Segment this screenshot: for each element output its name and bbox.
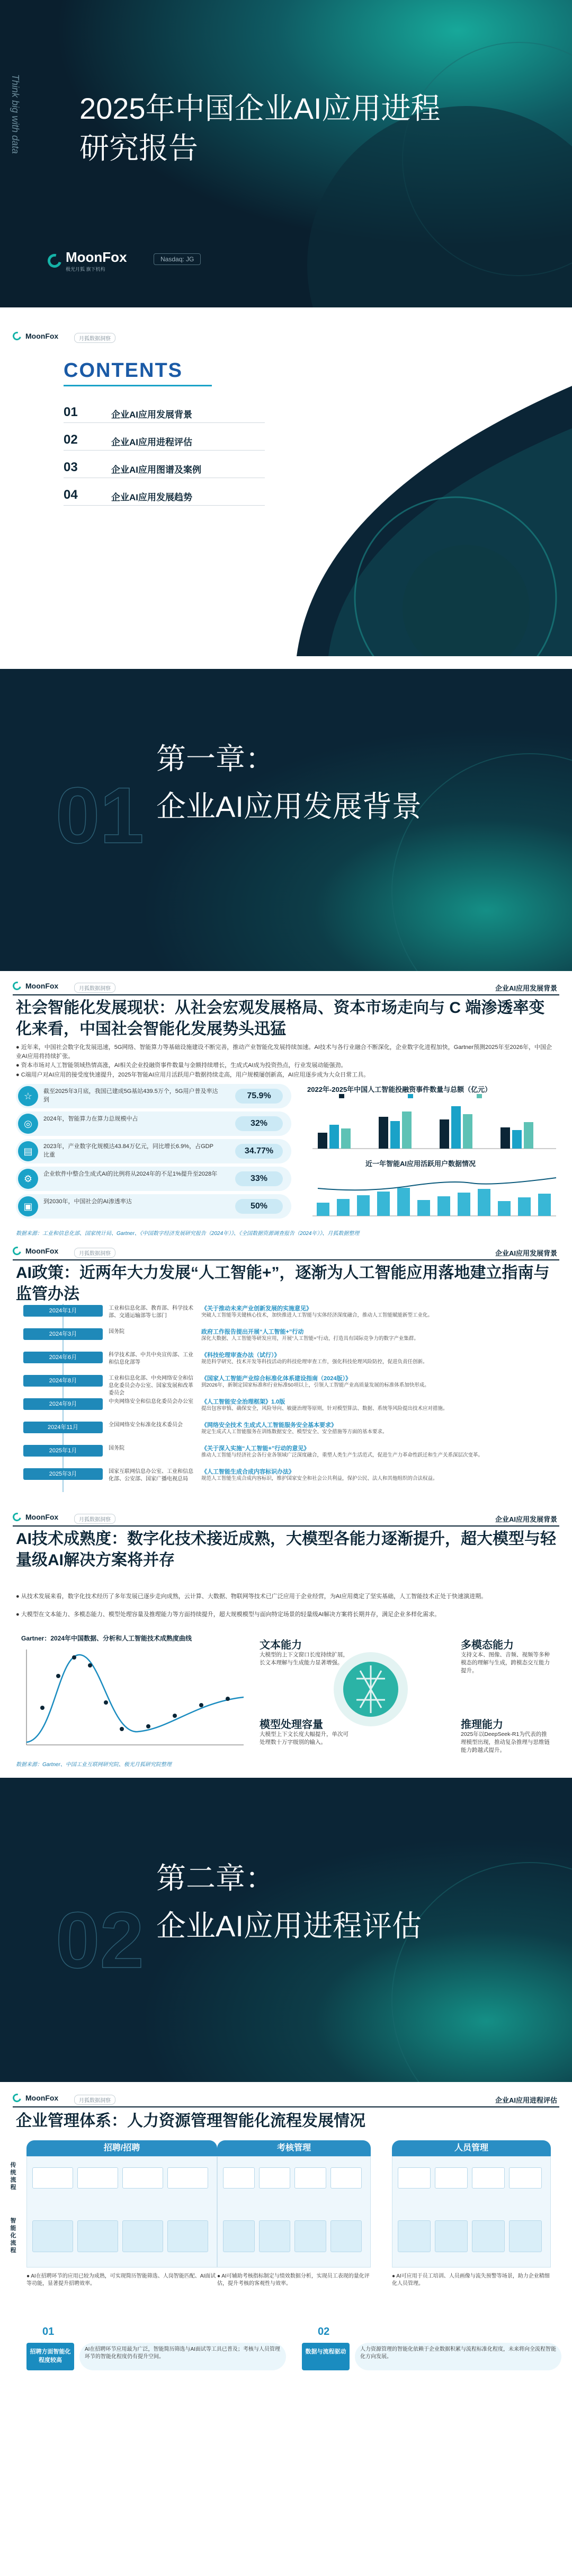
s4-bullet-2: ● 资本市场对人工智能领域热情高涨，AI相关企业投融资事件数量与金额持续增长，生成式AI成为投资热点，行业发展动能强劲。 [16, 1062, 347, 1069]
flow-box [122, 2220, 163, 2252]
hype-dot [199, 1703, 203, 1707]
stat-icon: ◎ [18, 1114, 38, 1134]
capability-desc: 大模型上下文长度大幅提升，单次可处理数十万字级别的输入。 [260, 1731, 348, 1745]
policy-desc: 到2026年，新制定国家标准和行业标准50项以上，引领人工智能产业高质量发展的标准体系加快形成。 [201, 1382, 430, 1388]
timeline-date: 2025年1月 [23, 1445, 103, 1457]
row-tag-smart: 智能化流程 [10, 2218, 16, 2254]
s6-rule [13, 1525, 559, 1527]
timeline-date: 2024年8月 [23, 1375, 103, 1387]
flow-box [435, 2220, 468, 2252]
s8-logo [13, 2094, 58, 2102]
hr-slide [0, 2087, 572, 2576]
hype-dot [226, 1697, 230, 1701]
chart2-bar [397, 1188, 410, 1216]
s5-pill: 月狐数据洞察 [74, 1248, 115, 1258]
capability-desc: 支持文本、图像、音频、视频等多种模态的理解与生成，跨模态交互能力提升。 [461, 1652, 550, 1674]
flow-box [472, 2167, 505, 2189]
summary-tag: 招聘方面智能化程度较高 [26, 2343, 74, 2370]
chart2-bar [498, 1201, 511, 1216]
stat-percent: 32% [235, 1116, 283, 1131]
hr-column-body [26, 2156, 217, 2268]
s4-logo [13, 982, 58, 990]
toc-item[interactable] [64, 484, 265, 506]
logo-name: MoonFox [25, 2094, 59, 2102]
timeline-issuer: 工业和信息化部、教育部、科学技术部、交通运输部等七部门 [109, 1305, 193, 1319]
capability-name: 文本能力 [260, 1639, 302, 1651]
logo-name: MoonFox [25, 1247, 59, 1255]
capability-name: 推理能力 [461, 1719, 503, 1731]
flow-box [32, 2167, 73, 2189]
toc-item[interactable] [64, 457, 265, 478]
s4-bullet-1: ● 近年来，中国社会数字化发展迅速，5G网络、智能算力等基础设施建设不断完善，推动产业智能化发展持续加速。AI技术与各行业融合不断深化，企业数字化进程加快，Gartner预测2025年至2026年，中国企业AI应用将持续扩张。 [16, 1044, 552, 1060]
policy-desc: 规范科学研究、技术开发等科技活动的科技伦理审查工作，强化科技伦理风险防控，促进负责任创新。 [201, 1359, 428, 1365]
chart1-bar [329, 1125, 339, 1149]
chart2-bar [518, 1197, 531, 1216]
chart1-bar [402, 1111, 412, 1149]
chapter1-slide [0, 669, 572, 971]
timeline-issuer: 国务院 [109, 1445, 124, 1451]
chapter1-number: 01 [56, 771, 144, 860]
chapter2-number: 02 [56, 1895, 144, 1984]
hype-dot [173, 1714, 177, 1718]
flow-box [509, 2220, 542, 2252]
s6-bullet-1: ● 从技术发展来看，数字化技术经历了多年发展已逐步走向成熟，云计算、大数据、物联网等技术已广泛应用于企业经营，为AI应用奠定了坚实基础，人工智能技术正处于快速演进期。 [16, 1593, 487, 1600]
stat-text: 2023年，产业数字化规模达43.84万亿元，同比增长6.9%，占GDP比重 [43, 1143, 213, 1158]
moonfox-logo-icon [11, 980, 23, 992]
s4-rule [13, 994, 559, 995]
hype-dots [40, 1655, 230, 1731]
chart2-bar [458, 1193, 470, 1216]
stat-text: 到2030年，中国社会的AI渗透率达 [43, 1198, 132, 1205]
capability-name: 模型处理容量 [260, 1719, 323, 1731]
hype-dot [56, 1674, 60, 1678]
timeline-issuer: 中央网络安全和信息化委员会办公室 [109, 1399, 193, 1405]
flow-box [472, 2220, 505, 2252]
stat-text: 企业软件中整合生成式AI的比例将从2024年的不足1%提升至2028年 [43, 1171, 218, 1177]
hr-column-header: 考核管理 [217, 2140, 371, 2156]
chapter1-line1: 第一章： [156, 742, 275, 775]
hype-dot [88, 1663, 92, 1668]
toc-item-number: 03 [64, 460, 78, 474]
hr-column-body [392, 2156, 551, 2268]
summary-text: 人力资源管理的智能化依赖于企业数据积累与流程标准化程度，未来将向全流程智能化方向发展。 [355, 2343, 561, 2370]
status-slide [0, 975, 572, 1240]
s4-chart2-title: 近一年智能AI应用活跃用户数据情况 [365, 1160, 476, 1168]
tech-slide [0, 1506, 572, 1771]
s4-title: 社会智能化发展现状：从社会宏观发展格局、资本市场走向与 C 端渗透率变化来看，中国社会智能化发展势头迅猛 [16, 999, 545, 1038]
flow-box [398, 2220, 431, 2252]
chart1-legend [339, 1094, 482, 1098]
capability-name: 多模态能力 [461, 1639, 514, 1651]
cover-logo-name: MoonFox [66, 249, 127, 265]
chart2-bar [538, 1194, 551, 1216]
stat-card [16, 1139, 291, 1163]
logo-name: MoonFox [25, 982, 59, 990]
stat-card [16, 1167, 291, 1191]
policy-name: 《国家人工智能产业综合标准化体系建设指南（2024版）》 [201, 1375, 351, 1382]
s4-section: 企业AI应用发展背景 [495, 984, 557, 992]
cover-vertical-text: Think big with data [10, 74, 21, 154]
policy-name: 政府工作报告提出开展“人工智能+”行动 [201, 1329, 304, 1335]
policy-desc: 推动人工智能与经济社会各行业各领域广泛深度融合，重塑人类生产生活范式，促进生产力革命性跃迁和生产关系深层次变革。 [201, 1452, 484, 1458]
chapter1-line2: 企业AI应用发展背景 [156, 790, 422, 823]
toc-item-label: 企业AI应用图谱及案例 [111, 465, 201, 475]
policy-desc: 规定生成式人工智能服务在训练数据安全、模型安全、安全措施等方面的基本要求。 [201, 1429, 388, 1435]
chart1-bar [440, 1119, 449, 1149]
moonfox-logo-icon [11, 330, 23, 342]
flow-box [167, 2220, 208, 2252]
chapter2-slide [0, 1778, 572, 2082]
stat-percent: 34.77% [235, 1144, 283, 1159]
timeline-date: 2025年3月 [23, 1468, 103, 1480]
hype-dot [104, 1700, 108, 1705]
s5-rule [13, 1259, 559, 1260]
moonfox-logo-icon [11, 1245, 23, 1257]
stat-card [16, 1084, 291, 1108]
toc-item-number: 02 [64, 433, 78, 447]
stat-text: 截至2025年3月底，我国已建成5G基站439.5万个，5G用户普及率达到 [43, 1088, 218, 1103]
cover-title-line1: 2025年中国企业AI应用进程 [79, 92, 441, 125]
s6-title: AI技术成熟度：数字化技术接近成熟，大模型各能力逐渐提升，超大模型与轻量级AI解决方案将并存 [16, 1530, 556, 1569]
chapter2-line2: 企业AI应用进程评估 [156, 1909, 422, 1943]
stat-percent: 75.9% [235, 1089, 283, 1104]
timeline-date: 2024年6月 [23, 1352, 103, 1363]
hype-dot [146, 1724, 150, 1728]
timeline-issuer: 科学技术部、中共中央宣传部、工业和信息化部等 [109, 1352, 193, 1365]
timeline-date: 2024年11月 [23, 1422, 103, 1433]
chart1-bar [512, 1130, 522, 1149]
chart2-bar [417, 1200, 430, 1216]
flow-box [509, 2167, 542, 2189]
flow-box [77, 2167, 118, 2189]
chart1-bar [341, 1128, 351, 1149]
hr-column-header: 人员管理 [392, 2140, 551, 2156]
chart1-bars [318, 1106, 533, 1149]
chart1-bar [379, 1117, 388, 1149]
policy-name: 《人工智能生成合成内容标识办法》 [201, 1469, 294, 1475]
chart2-bar [478, 1189, 490, 1216]
timeline-date: 2024年9月 [23, 1398, 103, 1410]
policy-desc: 突破人工智能等关键核心技术，加快推进人工智能与实体经济深度融合，推动人工智能赋能新型工业化。 [201, 1312, 433, 1318]
s8-title: 企业管理体系：人力资源管理智能化流程发展情况 [16, 2112, 365, 2130]
stat-icon: ▣ [18, 1196, 38, 1216]
chart2-bar [357, 1195, 370, 1216]
hype-dot [72, 1655, 76, 1660]
capability-desc: 2025年以DeepSeek-R1为代表的推理模型出现，推动复杂推理与思维链能力跨越式提升。 [461, 1731, 550, 1753]
stat-percent: 33% [235, 1171, 283, 1186]
summary-number: 02 [318, 2326, 330, 2337]
stat-text: 2024年，智能算力在算力总规模中占 [43, 1116, 138, 1122]
chart2-bar [437, 1196, 450, 1216]
chart2-line [318, 1178, 556, 1190]
flow-box [435, 2167, 468, 2189]
flow-box [122, 2167, 163, 2189]
flow-box [259, 2220, 291, 2252]
toc-logo [13, 332, 58, 340]
chart2-bars [317, 1188, 551, 1216]
policy-name: 《人工智能安全治理框架》1.0版 [201, 1399, 285, 1405]
s8-section: 企业AI应用进程评估 [495, 2096, 557, 2104]
row-tag-traditional: 传统流程 [10, 2162, 16, 2191]
policy-slide [0, 1240, 572, 1500]
flow-box [167, 2167, 208, 2189]
s8-rule [13, 2106, 559, 2107]
s4-pill: 月狐数据洞察 [74, 983, 115, 993]
s6-source: 数据来源：Gartner、中国工业互联网研究院、极光月狐研究院整理 [16, 1762, 172, 1768]
chart1-bar [451, 1106, 461, 1149]
cover-logo [48, 249, 127, 272]
summary-text: AI在招聘环节应用最为广泛，智能简历筛选与AI面试等工具已普及；考核与人员管理环节的智能化程度仍有提升空间。 [79, 2343, 286, 2370]
flow-box [330, 2167, 362, 2189]
chart1-bar [390, 1121, 400, 1149]
policy-name: 《网络安全技术 生成式人工智能服务安全基本要求》 [201, 1422, 337, 1428]
policy-desc: 提出包容审慎、确保安全，风险导向、敏捷治理等原则，针对模型算法、数据、系统等风险提出技术应对措施。 [201, 1406, 448, 1411]
toc-slide [0, 322, 572, 656]
s6-logo [13, 1513, 58, 1521]
timeline-issuer: 国务院 [109, 1329, 124, 1335]
chart1-bar [501, 1127, 510, 1149]
flow-box [294, 2167, 326, 2189]
summary-number: 01 [42, 2326, 55, 2337]
toc-pill: 月狐数据洞察 [74, 333, 115, 343]
moonfox-logo-icon [11, 2092, 23, 2104]
hype-title: Gartner：2024年中国数据、分析和人工智能技术成熟度曲线 [21, 1635, 192, 1642]
s4-chart1-title: 2022年-2025年中国人工智能投融资事件数量与总额（亿元） [307, 1086, 492, 1093]
s6-pill: 月狐数据洞察 [74, 1514, 115, 1524]
stat-icon: ⚙ [18, 1169, 38, 1189]
chart2-bar [337, 1199, 350, 1216]
hr-column-header: 招聘/招聘 [26, 2140, 217, 2156]
policy-desc: 规范人工智能生成合成内容标识，维护国家安全和社会公共利益，保护公民、法人和其他组织的合法权益。 [201, 1476, 438, 1481]
logo-name: MoonFox [25, 1513, 59, 1521]
cover-logo-sub: 极光月狐 旗下机构 [66, 267, 105, 272]
toc-heading-underline [64, 385, 212, 386]
toc-item-number: 04 [64, 488, 78, 502]
flow-box [330, 2220, 362, 2252]
timeline-issuer: 国家互联网信息办公室、工业和信息化部、公安部、国家广播电视总局 [109, 1469, 193, 1482]
flow-box [223, 2167, 255, 2189]
toc-item-label: 企业AI应用发展趋势 [111, 492, 192, 502]
chart1-bar [524, 1122, 533, 1149]
moonfox-logo-icon [11, 1511, 23, 1523]
flow-box [259, 2167, 291, 2189]
stat-icon: ▤ [18, 1141, 38, 1161]
stat-card [16, 1194, 291, 1219]
chart2-bar [377, 1192, 390, 1216]
s5-logo [13, 1247, 58, 1255]
toc-heading: CONTENTS [64, 359, 183, 382]
hr-note: ● AI在招聘环节的应用已较为成熟，可实现简历智能筛选、人岗智能匹配、AI面试等功能，显著提升招聘效率。 [26, 2273, 216, 2287]
policy-name: 《关于推动未来产业创新发展的实施意见》 [201, 1305, 312, 1312]
timeline-issuer: 全国网络安全标准化技术委员会 [109, 1422, 183, 1428]
logo-name: MoonFox [25, 332, 59, 340]
toc-item[interactable] [64, 429, 265, 451]
s4-chart2 [302, 1167, 561, 1225]
hype-dot [40, 1706, 44, 1710]
hr-column-body [217, 2156, 371, 2268]
s4-bullet-3: ● C端用户对AI应用的接受度快速提升，2025年智能AI应用月活跃用户数据持续走高，用户规模屡创新高，AI应用逐步成为大众日常工具。 [16, 1072, 370, 1078]
toc-item-label: 企业AI应用进程评估 [111, 437, 192, 447]
stat-card [16, 1111, 291, 1136]
hype-dot [120, 1727, 124, 1731]
stat-percent: 50% [235, 1199, 283, 1214]
flow-box [223, 2220, 255, 2252]
s8-pill: 月狐数据洞察 [74, 2095, 115, 2105]
policy-name: 《科技伦理审查办法（试行）》 [201, 1352, 280, 1358]
toc-item[interactable] [64, 402, 265, 423]
flow-box [77, 2220, 118, 2252]
chapter2-line1: 第二章： [156, 1862, 275, 1895]
hr-note: ● AI可辅助考核指标制定与绩效数据分析，实现员工表现的量化评估，提升考核的客观性与效率。 [217, 2273, 370, 2287]
toc-item-label: 企业AI应用发展背景 [111, 410, 192, 420]
timeline-date: 2024年1月 [23, 1305, 103, 1317]
s4-source: 数据来源：工业和信息化部、国家统计局、Gartner、《中国数字经济发展研究报告（2024年）》、《全国数据资源调查报告（2024年）》、月狐数据整理 [16, 1231, 360, 1237]
timeline-date: 2024年3月 [23, 1328, 103, 1340]
flow-box [294, 2220, 326, 2252]
s4-chart1 [302, 1093, 561, 1157]
flow-box [398, 2167, 431, 2189]
s5-title: AI政策：近两年大力发展“人工智能+”，逐渐为人工智能应用落地建立指南与监管办法 [16, 1264, 550, 1303]
policy-name: 《关于深入实施“人工智能+”行动的意见》 [201, 1445, 310, 1452]
flow-box [32, 2220, 73, 2252]
moonfox-logo-icon [45, 251, 64, 270]
hr-note: ● AI可应用于员工培训、人员画像与流失预警等场景，助力企业精细化人员管理。 [392, 2273, 550, 2287]
s5-section: 企业AI应用发展背景 [495, 1249, 557, 1257]
timeline-issuer: 工业和信息化部、中央网络安全和信息化委员会办公室、国家发展和改革委员会 [109, 1375, 193, 1396]
cover-slide [0, 0, 572, 307]
chart2-bar [317, 1203, 329, 1216]
toc-item-number: 01 [64, 405, 78, 419]
hype-curve [26, 1655, 244, 1742]
hype-cycle-chart [21, 1644, 249, 1750]
capability-desc: 大模型的上下文窗口长度持续扩展，长文本理解与生成能力显著增强。 [260, 1652, 348, 1666]
s6-bullet-2: ● 大模型在文本能力、多模态能力、模型处理容量及推理能力等方面持续提升，超大规模模型与面向特定场景的轻量级AI解决方案将长期并存，满足企业多样化需求。 [16, 1611, 441, 1618]
s6-section: 企业AI应用发展背景 [495, 1515, 557, 1523]
cover-badge: Nasdaq: JG [154, 253, 201, 265]
chart1-bar [463, 1114, 472, 1149]
summary-tag: 数据与流程驱动 [302, 2343, 350, 2370]
stat-icon: ☆ [18, 1086, 38, 1106]
cover-title-line2: 研究报告 [79, 131, 198, 165]
chart1-bar [318, 1133, 327, 1149]
policy-desc: 深化大数据、人工智能等研发应用，开展“人工智能+”行动，打造具有国际竞争力的数字产业集群。 [201, 1336, 419, 1342]
